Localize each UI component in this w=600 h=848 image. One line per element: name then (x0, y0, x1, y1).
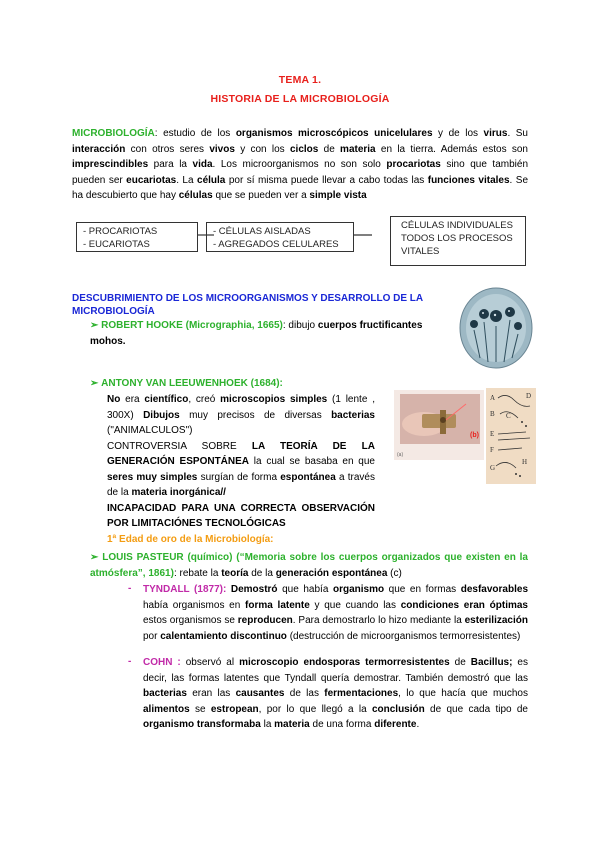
text: y de los (432, 128, 484, 139)
box-line: CÉLULAS INDIVIDUALES (401, 220, 513, 231)
text: Bacillus; (470, 657, 513, 668)
arrow-connector-2 (354, 230, 372, 240)
sketch-letter: D (526, 392, 532, 400)
text: (c) (387, 567, 402, 579)
text: reproducen (237, 615, 293, 626)
text: por (143, 630, 161, 642)
text: causantes (235, 688, 285, 699)
sketch-letter: B (490, 410, 495, 418)
text: y con los (234, 143, 290, 155)
figure-label-a: (a) (397, 452, 404, 458)
text: espontánea (280, 471, 336, 483)
text: organismos microscópicos unicelulares (235, 128, 433, 139)
tyndall-entry (143, 582, 528, 644)
text: funciones vitales (427, 174, 510, 186)
text: materia inorgánica// (131, 487, 226, 498)
sketch-letter: H (522, 458, 528, 466)
text: bacterias (143, 688, 187, 699)
text: materia (340, 143, 376, 155)
box-line: TODOS LOS PROCESOS (401, 233, 513, 244)
leeuwenhoek-body (107, 392, 375, 532)
section-heading: DESCUBRIMIENTO DE LOS MICROORGANISMOS Y DESARROLLO DE LA MICROBIOLOGÍA (72, 293, 423, 317)
intro-paragraph (72, 126, 528, 204)
text: de que cada tipo de (424, 703, 528, 715)
text: organismo transformaba (143, 719, 261, 730)
text: la cual se basaba en que (249, 456, 375, 467)
text: organismo (332, 584, 385, 595)
term-microbiologia: MICROBIOLOGÍA (72, 128, 155, 139)
sketch-letter: C (506, 412, 511, 420)
text: , lo que hacía que muchos (398, 688, 528, 699)
text: conclusión (371, 703, 425, 715)
text: de (318, 143, 341, 155)
sketch-letter: E (490, 430, 495, 438)
text: es decir, las formas latentes que Tyndall quería demostrar. También demostró que las (143, 657, 528, 684)
text: que se pueden ver a (212, 190, 310, 201)
leeuwenhoek-bacteria-sketch (486, 388, 536, 484)
text: interacción (72, 143, 126, 155)
text: que en formas (384, 584, 461, 595)
text: . Para demostrarlo lo hizo mediante la (292, 615, 465, 626)
cohn-entry (143, 655, 528, 733)
bullet-arrow-icon: ➢ (90, 320, 99, 331)
text: célula (197, 174, 226, 186)
text: había organismos en (143, 599, 246, 611)
text: de la (248, 567, 276, 579)
page-title (0, 74, 600, 105)
text: seres muy simples (107, 471, 198, 483)
text: vivos (209, 143, 235, 155)
text: INCAPACIDAD PARA UNA CORRECTA OBSERVACIÓN POR LIMITACIÓNES TECNOLÓGICAS (107, 502, 375, 529)
sketch-letter: A (490, 394, 496, 402)
text: esterilización (464, 615, 528, 626)
text: ciclos (289, 143, 319, 155)
text: Dibujos (143, 409, 180, 421)
text: simple vista (309, 190, 367, 201)
text: , por lo que llegó a la (258, 703, 372, 715)
text: No (107, 394, 121, 405)
text: (destrucción de microorganismos termorresistentes) (286, 630, 521, 642)
text: de una forma (309, 719, 375, 730)
text: y que cuando las (309, 599, 401, 611)
text: diferente (374, 719, 417, 730)
text: bacterias (331, 409, 375, 421)
classification-diagram (76, 216, 526, 272)
text: observó al (180, 657, 240, 668)
box-line: - EUCARIOTAS (83, 239, 150, 250)
text: Demostró (226, 584, 278, 595)
box-line: VITALES (401, 246, 440, 257)
pasteur-name: LOUIS PASTEUR (químico) (“Memoria sobre los cuerpos organizados que existen en la atmósfera”, 1861) (90, 552, 528, 579)
text: estos organismos se (143, 615, 238, 626)
diagram-box-3 (390, 216, 526, 266)
text: vida (192, 159, 213, 170)
text: células (178, 190, 213, 201)
text: , creó (188, 394, 221, 405)
text: a través de la (107, 471, 375, 498)
text: eran las (186, 688, 236, 699)
box-line: - AGREGADOS CELULARES (213, 239, 339, 250)
text: microscopios simples (220, 394, 328, 405)
text: LA TEORÍA DE LA GENERACIÓN ESPONTÁNEA (107, 440, 375, 467)
text: : dibujo (282, 320, 318, 331)
text: fermentaciones (324, 688, 399, 699)
leeuwenhoek-heading (90, 376, 390, 392)
text: para la (148, 159, 193, 170)
text: forma latente (245, 599, 310, 611)
text: cuerpos fructificantes mohos. (90, 320, 423, 347)
text: se (189, 703, 211, 715)
text: ("ANIMALCULOS") (107, 425, 193, 436)
text: que había (277, 584, 333, 595)
text: surgían de forma (197, 471, 281, 483)
text: virus (483, 128, 508, 139)
golden-age-heading: 1ª Edad de oro de la Microbiología: (107, 534, 274, 545)
leeuwenhoek-microscope-photo (394, 390, 484, 460)
text: estropean (210, 703, 259, 715)
text: . La (176, 174, 198, 186)
dash-bullet: - (128, 656, 132, 667)
text: científico (144, 394, 189, 405)
text: generación espontánea (275, 567, 388, 579)
text: de (449, 657, 471, 668)
sketch-letter: G (490, 464, 496, 472)
text: por sí misma puede llevar a cabo todas las (225, 174, 428, 186)
text: (1 lente , 300X) (107, 394, 375, 421)
text: procariotas (386, 159, 441, 170)
text: en la tierra. Además estos son (375, 143, 528, 155)
bullet-arrow-icon: ➢ (90, 552, 99, 563)
text: teoría (221, 567, 249, 579)
text: . Los microorganismos no son solo (212, 159, 387, 170)
leeuwenhoek-name: ANTONY VAN LEEUWENHOEK (1684): (101, 378, 283, 389)
text: CONTROVERSIA SOBRE (107, 440, 252, 452)
text: : rebate la (173, 567, 222, 579)
text: desfavorables (460, 584, 529, 595)
text: sino que también pueden ser (72, 159, 528, 186)
hooke-micrograph-image (458, 286, 534, 370)
text: microscopio endosporas termorresistentes (239, 657, 450, 668)
box-line: - PROCARIOTAS (83, 226, 158, 237)
pasteur-entry (90, 550, 528, 581)
text: . Su (507, 128, 528, 139)
text: . (416, 719, 420, 730)
hooke-entry (90, 318, 450, 349)
text: de las (284, 688, 325, 699)
text: era (120, 394, 145, 405)
figure-label-b: (b) (470, 432, 479, 439)
text: . Se ha descubierto que hay (72, 174, 529, 201)
text: calentamiento discontinuo (160, 630, 287, 642)
diagram-box-1 (76, 222, 198, 252)
hooke-name: ROBERT HOOKE (Micrographia, 1665) (101, 320, 283, 331)
dash-bullet: - (128, 583, 132, 594)
title-line-1: TEMA 1. (278, 74, 322, 86)
cohn-name: COHN : (143, 657, 181, 668)
sketch-letter: F (490, 446, 494, 454)
text: condiciones eran óptimas (400, 599, 528, 611)
title-line-2: HISTORIA DE LA MICROBIOLOGÍA (210, 93, 390, 105)
text: imprescindibles (72, 159, 149, 170)
text: eucariotas (126, 174, 177, 186)
text: con otros seres (125, 143, 210, 155)
text: materia (274, 719, 310, 730)
tyndall-name: TYNDALL (1877): (143, 584, 227, 595)
text: muy precisos de diversas (179, 409, 332, 421)
text: alimentos (143, 703, 190, 715)
diagram-box-2 (206, 222, 354, 252)
box-line: - CÉLULAS AISLADAS (213, 226, 311, 237)
bullet-arrow-icon: ➢ (90, 378, 99, 389)
text: la (260, 719, 275, 730)
text: : estudio de los (154, 128, 236, 139)
